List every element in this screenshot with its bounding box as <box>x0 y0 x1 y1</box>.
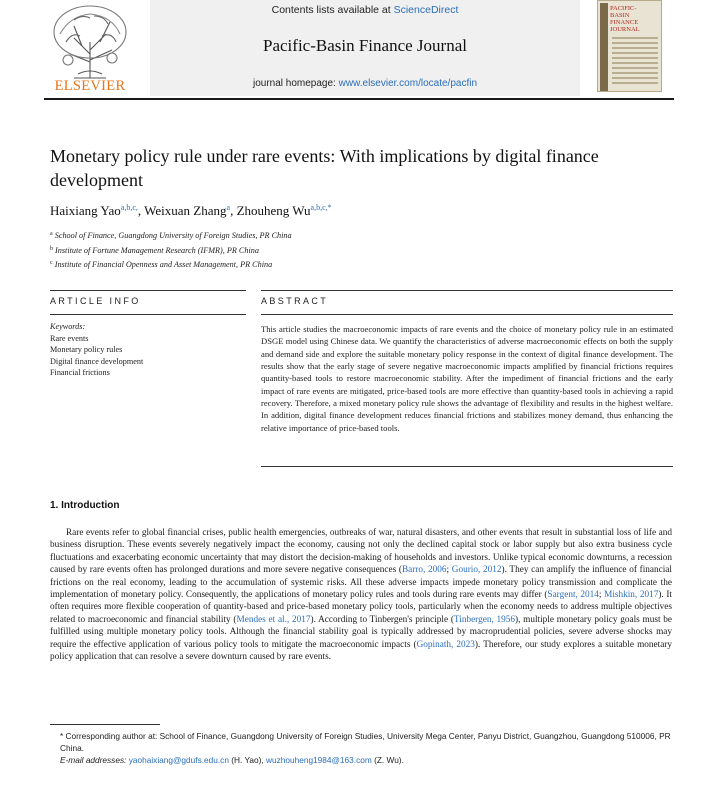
author-affiliation-marks[interactable]: a <box>226 203 231 212</box>
citation-link[interactable]: Gopinath, 2023 <box>416 639 475 650</box>
citation-link[interactable]: Mishkin, 2017 <box>604 590 659 601</box>
email-link-yao[interactable]: yaohaixiang@gdufs.edu.cn <box>128 755 229 765</box>
keywords-label: Keywords: <box>50 322 86 331</box>
abstract-bottom-rule <box>261 466 673 467</box>
journal-masthead <box>150 0 580 96</box>
footnote-divider <box>50 724 160 725</box>
paragraph-text: ; <box>446 565 452 576</box>
cover-text-lines <box>612 37 658 87</box>
paragraph-text: ). Therefore, our study explores a suitable monetary policy application that can resolve a severe downturn caused by rare events. <box>50 639 672 663</box>
email-link-wu[interactable]: wuzhouheng1984@163.com <box>266 755 372 765</box>
cover-label-line: FINANCE <box>610 19 639 26</box>
introduction-paragraph <box>50 527 672 663</box>
citation-link[interactable]: Tinbergen, 1956 <box>453 614 515 625</box>
author-name[interactable]: Weixuan Zhang <box>144 203 227 218</box>
cover-spine <box>600 3 608 91</box>
cover-label-line: PACIFIC- <box>610 5 637 12</box>
affiliation-text: Institute of Financial Openness and Asset Management, PR China <box>54 260 273 269</box>
email-line <box>50 754 672 766</box>
author-affiliation-marks[interactable]: a,b,c,* <box>310 203 332 212</box>
homepage-line <box>150 78 580 89</box>
affiliation-text: School of Finance, Guangdong University of Foreign Studies, PR China <box>54 231 292 240</box>
journal-cover-thumbnail[interactable] <box>597 0 662 92</box>
affiliation-item <box>50 257 292 272</box>
keyword-item: Financial frictions <box>50 368 110 377</box>
keywords-block <box>50 321 143 379</box>
homepage-link[interactable]: www.elsevier.com/locate/pacfin <box>338 78 478 89</box>
article-info-heading-rule <box>50 314 246 315</box>
affiliation-list <box>50 228 292 272</box>
email-owner: (Z. Wu). <box>371 755 404 765</box>
paragraph-text: ), multiple monetary policy goals must be fulfilled using multiple monetary policy tools. Although the financial stability goal is typically addressed by macroprudential policies, severe adverse shocks may require the effective application of various policy tools to mitigate the macroeconomic impacts ( <box>50 614 672 650</box>
paragraph-text: Rare events refer to global financial crises, public health emergencies, outbreaks of war, natural disasters, and other events that result in substantial loss of life and business disruption. These events severely negatively impact the economy, causing not only the declined capital stock or labor supply but also extra business cycle fluctuations and exacerbating economic uncertainty that may distort the decision-making of households and investors. Unlike typical economic downturns, a recession caused by rare events often has prolonged durations and more severe negative consequences ( <box>50 528 672 576</box>
author-name[interactable]: Zhouheng Wu <box>236 203 311 218</box>
corresponding-author-note: * Corresponding author at: School of Finance, Guangdong University of Foreign Studies, University Mega Center, Panyu District, Guangzhou, Guangdong 510006, PR China. <box>60 731 671 753</box>
affiliation-mark: a <box>50 231 53 237</box>
citation-link[interactable]: Sargent, 2014 <box>547 590 599 601</box>
affiliation-mark: c <box>50 260 53 266</box>
article-info-top-rule <box>50 290 246 291</box>
author-affiliation-marks[interactable]: a,b,c, <box>120 203 138 212</box>
paragraph-text: ). According to Tinbergen's principle ( <box>310 614 454 625</box>
citation-link[interactable]: Gourio, 2012 <box>451 565 502 576</box>
keyword-item: Digital finance development <box>50 356 144 366</box>
homepage-prefix: journal homepage: <box>252 78 339 89</box>
footnote-block <box>50 730 672 766</box>
cover-label-line: BASIN <box>610 12 630 19</box>
journal-title[interactable]: Pacific-Basin Finance Journal <box>263 36 467 55</box>
email-label: E-mail addresses: <box>60 755 127 765</box>
affiliation-item <box>50 228 292 243</box>
article-title: Monetary policy rule under rare events: With implications by digital finance development <box>50 146 599 190</box>
cover-label-line: JOURNAL <box>610 26 640 33</box>
abstract-heading: ABSTRACT <box>261 296 329 306</box>
paragraph-text: ; <box>598 590 605 601</box>
affiliation-text: Institute of Fortune Management Research (IFMR), PR China <box>55 245 259 255</box>
contents-line <box>150 4 580 16</box>
affiliation-mark: b <box>50 245 53 252</box>
keyword-item: Monetary policy rules <box>50 345 123 354</box>
keyword-item: Rare events <box>50 333 89 343</box>
abstract-heading-rule <box>261 314 673 315</box>
sciencedirect-link[interactable]: ScienceDirect <box>393 4 459 16</box>
citation-link[interactable]: Mendes et al., 2017 <box>236 614 311 625</box>
author-list: Haixiang Yao$^{a,b,c,}$, Weixuan Zhang$^a$, Zhouheng $Wu^{a,b,c,*}$ <box>50 203 332 218</box>
introduction-heading: 1. Introduction <box>50 500 120 511</box>
article-info-heading: ARTICLE INFO <box>50 296 141 306</box>
citation-link[interactable]: Barro, 2006 <box>401 565 447 576</box>
email-owner: (H. Yao), <box>228 755 266 765</box>
affiliation-item <box>50 243 292 258</box>
author-name[interactable]: Haixiang Yao <box>50 203 121 218</box>
journal-header <box>0 0 720 98</box>
paragraph-text: ). They can amplify the influence of financial frictions on the real economy, leading to the accumulation of systemic risks. All these adverse impacts impede monetary policy transmission and complicate the implementation of monetary policy. Consequently, the applications of monetary policy rules and tools during rare events may differ ( <box>50 565 672 601</box>
publisher-name[interactable]: ELSEVIER <box>54 78 126 94</box>
paragraph-text: ). It often requires more flexible cooperation of quantity-based and price-based monetary policy tools, particularly when the economy needs to address multiple objectives related to macroeconomic and financial stability ( <box>50 590 672 625</box>
cover-label <box>610 5 640 33</box>
header-divider <box>44 98 674 100</box>
contents-prefix: Contents lists available at <box>271 4 394 16</box>
abstract-text: This article studies the macroeconomic impacts of rare events and the choice of monetary policy rule in an estimated DSGE model using Chinese data. We quantify the characteristics of adverse macroeconomic effects on both the supply and demand side and explore the suitable monetary policy response in the context of digital finance development. The results show that the early stage of severe negative macroeconomic impacts amplified by financial frictions requires quantity-based tools to restore macroeconomic stability. After the impediment of financial frictions and the early impact of rare events are mitigated, price-based tools are more effective than quantity-based tools in achieving a rapid recovery. Therefore, a mixed monetary policy rule shows the advantage of flexibility and results in the highest welfare. In addition, digital finance development reduces financial frictions and stabilizes money demand, thus enhancing the relative importance of price-based tools. <box>261 324 673 433</box>
abstract-top-rule <box>261 290 673 291</box>
